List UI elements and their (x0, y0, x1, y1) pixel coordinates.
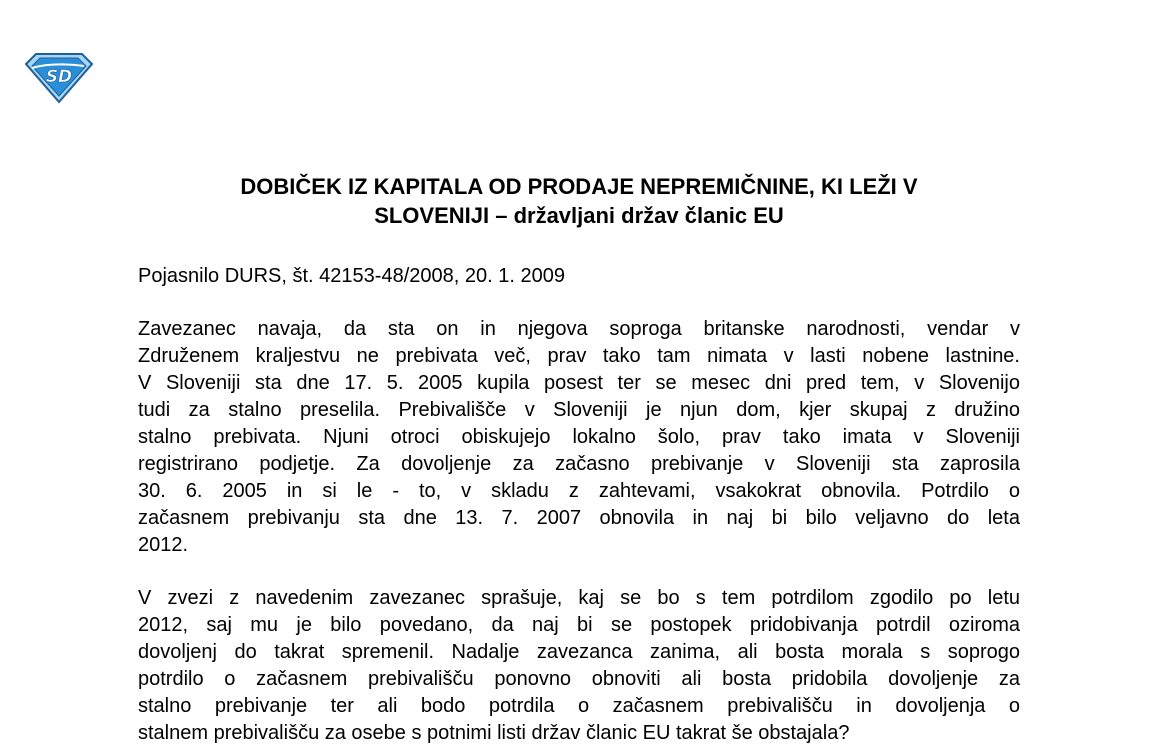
paragraph-line: 30. 6. 2005 in si le - to, v skladu z zahtevami, vsakokrat obnovila. Potrdilo o (138, 480, 1020, 502)
paragraph-line: V Sloveniji sta dne 17. 5. 2005 kupila posest ter se mesec dni pred tem, v Slovenijo (138, 372, 1020, 394)
title-line-2: SLOVENIJI – državljani držav članic EU (374, 203, 784, 228)
paragraph-line: Združenem kraljestvu ne prebivata več, prav tako tam nimata v lasti nobene lastnine. (138, 345, 1020, 367)
paragraph-line: tudi za stalno preselila. Prebivališče v Sloveniji je njun dom, kjer skupaj z družino (138, 399, 1020, 421)
paragraph-line: stalno prebivanje ter ali bodo potrdila o začasnem prebivališču in dovoljenja o (138, 695, 1020, 717)
paragraph-line: potrdilo o začasnem prebivališču ponovno obnoviti ali bosta pridobila dovoljenje za (138, 668, 1020, 690)
durs-diamond-logo-icon (22, 50, 96, 104)
title-line-1: DOBIČEK IZ KAPITALA OD PRODAJE NEPREMIČNINE, KI LEŽI V (240, 174, 918, 199)
logo-monogram: SD (45, 67, 73, 87)
paragraph-line: stalno prebivata. Njuni otroci obiskujejo lokalno šolo, prav tako imata v Sloveniji (138, 426, 1020, 448)
paragraph-2 (138, 585, 1020, 747)
paragraph-line: registrirano podjetje. Za dovoljenje za začasno prebivanje v Sloveniji sta zaprosila (138, 453, 1020, 475)
document-title (138, 172, 1020, 230)
paragraph-line: V zvezi z navedenim zavezanec sprašuje, kaj se bo s tem potrdilom zgodilo po letu (138, 587, 1020, 609)
durs-logo (22, 50, 96, 104)
document-reference: Pojasnilo DURS, št. 42153-48/2008, 20. 1. 2009 (138, 265, 565, 287)
paragraph-line: 2012. (138, 534, 189, 556)
paragraph-1 (138, 316, 1020, 559)
paragraph-line: stalnem prebivališču za osebe s potnimi listi držav članic EU takrat še obstajala? (138, 722, 850, 744)
paragraph-line: Zavezanec navaja, da sta on in njegova soproga britanske narodnosti, vendar v (138, 318, 1020, 340)
paragraph-line: 2012, saj mu je bilo povedano, da naj bi se postopek pridobivanja potrdil oziroma (138, 614, 1020, 636)
paragraph-line: dovoljenj do takrat spremenil. Nadalje zavezanca zanima, ali bosta morala s soprogo (138, 641, 1020, 663)
paragraph-line: začasnem prebivanju sta dne 13. 7. 2007 obnovila in naj bi bilo veljavno do leta (138, 507, 1020, 529)
